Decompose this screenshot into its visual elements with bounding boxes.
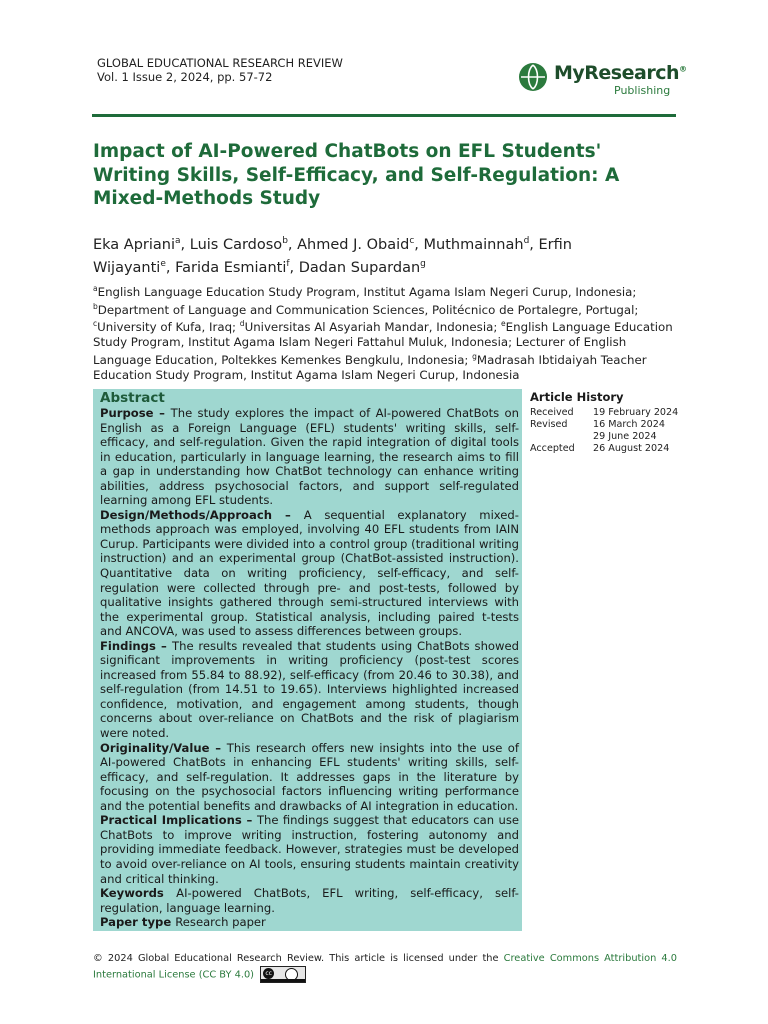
journal-volume: Vol. 1 Issue 2, 2024, pp. 57-72 [97,70,273,84]
history-row [530,443,678,455]
license-footer [93,952,677,983]
author-separator: , [289,259,299,276]
logo-subtitle: Publishing [614,84,671,97]
logo-name: MyResearch® [554,62,687,84]
abstract-section-text: Research paper [175,915,266,930]
publisher-logo [518,60,688,100]
history-label: Accepted [530,443,575,454]
abstract-section-text: This research offers new insights into the use of AI-powered ChatBots in enhancing EFL students' writing skills, self-efficacy, and self-regulation. It addresses gaps in the literature by focusing on the psychosocial factors influencing writing performance and the potential benefits and drawbacks of AI integration in education. [100,740,519,813]
affiliation-list [93,282,683,382]
header-divider [92,114,676,117]
abstract-section [100,886,519,915]
abstract-section [100,741,519,814]
history-date: 19 February 2024 [593,407,679,418]
author-separator: , [180,236,190,253]
journal-header [97,56,343,84]
author-affiliation-mark: c [409,236,415,246]
abstract-section-text: The findings suggest that educators can use ChatBots to improve writing instruction, fostering autonomy and providing immediate feedback. However, strategies must be developed to avoid over-reliance on AI tools, ensuring students maintain creativity and critical thinking. [100,813,519,886]
affiliation-text: English Language Education Study Program, Institut Agama Islam Negeri Fattahul Muluk, Indonesia; Lecturer of English Language Education, Poltekkes Kemenkes Bengkulu, Indonesia; [93,320,673,367]
abstract-section-label: Findings – [100,638,173,653]
abstract-section-label: Purpose – [100,406,171,420]
history-date: 16 March 2024 [593,419,665,430]
abstract-section-label: Practical Implications – [100,813,257,828]
history-row [530,431,678,443]
author-separator: , [529,236,539,253]
abstract-body [100,406,519,930]
abstract-section [100,915,519,930]
author-list [93,232,653,278]
author-name: Farida Esmianti [175,259,287,276]
affiliation-mark: b [93,301,98,311]
abstract-section-label: Originality/Value – [100,740,227,755]
license-link[interactable]: Creative Commons Attribution 4.0 International License (CC BY 4.0) [93,953,677,981]
abstract-section-text: A sequential explanatory mixed-methods approach was employed, involving 40 EFL students from IAIN Curup. Participants were divided into a control group (traditional writing instruction) and an experimental group (ChatBot-assisted instruction). Quantitative data on writing proficiency, self-efficacy, and self-regulation were collected through pre- and post-tests, followed by qualitative insights gathered through semi-structured interviews with the experimental group. Statistical analysis, including paired t-tests and ANCOVA, was used to assess differences between groups. [100,507,519,639]
author-name: Eka Apriani [93,236,176,253]
author-affiliation-mark: a [175,236,181,246]
author-name: Muthmainnah [423,236,524,253]
author-name: Dadan Supardan [298,259,421,276]
affiliation-mark: e [501,319,506,329]
affiliation-text: English Language Education Study Program, Institut Agama Islam Negeri Curup, Indonesia; [97,284,637,299]
abstract-section [100,813,519,886]
abstract-section-label: Paper type [100,915,176,930]
cc-by-badge-icon[interactable]: cc [260,966,306,983]
author-affiliation-mark: g [420,258,426,269]
history-date: 29 June 2024 [593,431,657,442]
author-affiliation-mark: f [286,258,290,269]
history-label [530,431,593,443]
author-affiliation-mark: d [523,236,530,246]
author-affiliation-mark: b [282,236,288,246]
abstract-section [100,639,519,741]
abstract-section-label: Keywords [100,886,177,901]
license-text: © 2024 Global Educational Research Review. This article is licensed under the [93,953,504,964]
affiliation-text: Department of Language and Communication Sciences, Politécnico de Portalegre, Portugal; [97,302,639,317]
author-name: Erfin Wijayanti [93,236,572,276]
article-history-table [530,407,678,455]
globe-icon [518,62,548,92]
affiliation-mark: d [239,319,245,329]
author-separator: , [287,236,298,253]
article-history-heading: Article History [530,390,624,404]
abstract-section-text: The study explores the impact of AI-powered ChatBots on English as a Foreign Language (EFL) students' writing skills, self-efficacy, and self-regulation. Given the rapid integration of digital tools in education, particularly in language learning, the research aims to fill a gap in understanding how ChatBot technology can enhance writing abilities, address psychosocial factors, and support self-regulated learning among EFL students. [100,406,519,508]
history-label: Received [530,407,574,418]
abstract-section [100,406,519,508]
abstract-section-text: The results revealed that students using ChatBots showed significant improvements in writing proficiency (post-test scores increased from 55.84 to 88.92), self-efficacy (from 20.46 to 30.38), and self-regulation (from 14.51 to 19.65). Interviews highlighted increased confidence, motivation, and engagement among students, though concerns about over-reliance on ChatBots and the risk of plagiarism were noted. [100,638,519,741]
author-affiliation-mark: e [160,258,166,269]
affiliation-mark: c [93,319,98,329]
affiliation-text: Universitas Al Asyariah Mandar, Indonesia; [244,320,502,335]
article-history [530,390,680,455]
author-separator: , [414,236,424,253]
author-separator: , [165,259,176,276]
abstract-section-label: Design/Methods/Approach – [100,507,304,522]
affiliation-text: Madrasah Ibtidaiyah Teacher Education Study Program, Institut Agama Islam Negeri Curup, Indonesia [93,352,647,382]
affiliation-mark: a [93,284,98,293]
affiliation-mark: g [472,351,477,361]
history-row [530,407,678,419]
abstract-section [100,508,519,639]
abstract-section-text: AI-powered ChatBots, EFL writing, self-efficacy, self-regulation, language learning. [100,886,519,915]
journal-name: GLOBAL EDUCATIONAL RESEARCH REVIEW [97,56,343,70]
paper-title: Impact of AI-Powered ChatBots on EFL Students' Writing Skills, Self-Efficacy, and Self-Regulation: A Mixed-Methods Study [93,141,620,209]
history-row [530,419,678,431]
author-name: Ahmed J. Obaid [297,236,410,253]
affiliation-text: University of Kufa, Iraq; [97,320,240,335]
history-label: Revised [530,419,568,430]
author-name: Luis Cardoso [189,236,283,253]
abstract-heading: Abstract [100,390,165,406]
history-date: 26 August 2024 [593,443,670,454]
